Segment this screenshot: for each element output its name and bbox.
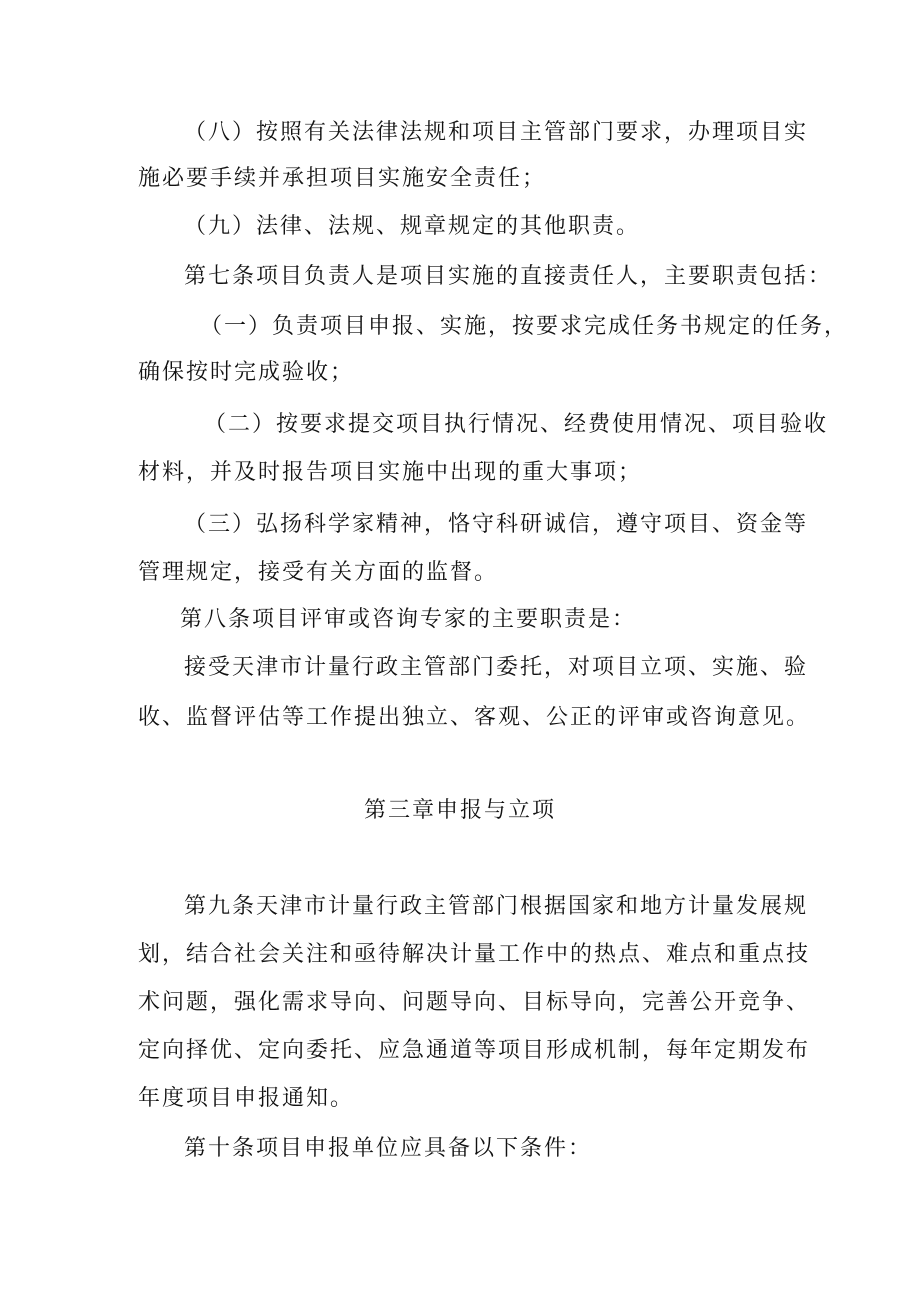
item-3-line-1: （三）弘扬科学家精神，恪守科研诚信，遵守项目、资金等 (184, 512, 809, 537)
article-8-line-1: 第八条项目评审或咨询专家的主要职责是： (180, 607, 637, 632)
article-9-line-4: 定向择优、定向委托、应急通道等项目形成机制，每年定期发布 (138, 1038, 811, 1063)
item-1-line-2: 确保按时完成验收； (138, 360, 355, 385)
article-9-line-3: 术问题，强化需求导向、问题导向、目标导向，完善公开竞争、 (138, 990, 811, 1015)
article-9-line-2: 划，结合社会关注和亟待解决计量工作中的热点、难点和重点技 (138, 942, 811, 967)
item-1-line-1: （一）负责项目申报、实施，按要求完成任务书规定的任务， (200, 314, 849, 339)
item-3-line-2: 管理规定，接受有关方面的监督。 (138, 560, 499, 585)
paragraph-9-line-1: （九）法律、法规、规章规定的其他职责。 (184, 214, 641, 239)
article-10-line-1: 第十条项目申报单位应具备以下条件： (184, 1136, 593, 1161)
article-7-line-1: 第七条项目负责人是项目实施的直接责任人，主要职责包括： (184, 264, 833, 289)
item-2-line-1: （二）按要求提交项目执行情况、经费使用情况、项目验收 (204, 412, 829, 437)
article-8-duty-line-2: 收、监督评估等工作提出独立、客观、公正的评审或咨询意见。 (138, 705, 811, 730)
paragraph-8-line-2: 施必要手续并承担项目实施安全责任； (138, 166, 547, 191)
item-2-line-2: 材料，并及时报告项目实施中出现的重大事项； (138, 460, 643, 485)
chapter-heading: 第三章申报与立项 (363, 798, 556, 823)
article-9-line-1: 第九条天津市计量行政主管部门根据国家和地方计量发展规 (184, 894, 809, 919)
article-8-duty-line-1: 接受天津市计量行政主管部门委托，对项目立项、实施、验 (184, 655, 809, 680)
article-9-line-5: 年度项目申报通知。 (138, 1086, 355, 1111)
paragraph-8-line-1: （八）按照有关法律法规和项目主管部门要求，办理项目实 (184, 120, 809, 145)
